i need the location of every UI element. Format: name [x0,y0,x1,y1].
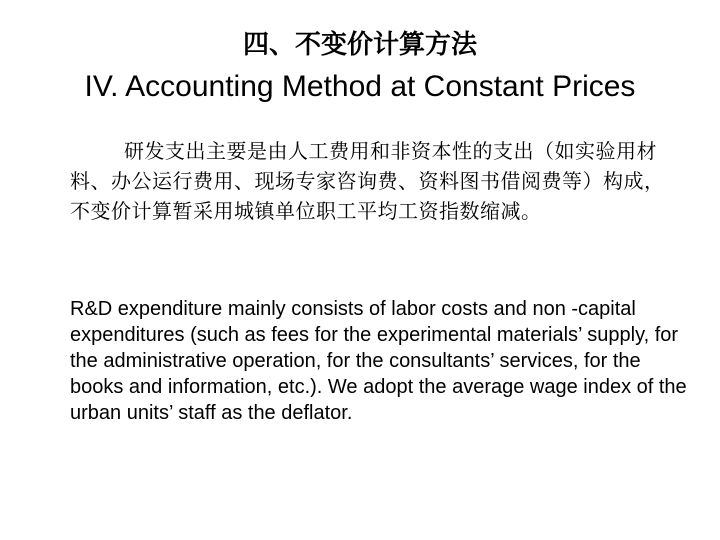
paragraph-english: R&D expenditure mainly consists of labor costs and non -capital expenditures (such as fees for the experimental materials’ supply, for the administrative operation, for the consultants’ services, for the books and information, etc.). We adopt the average wage index of the urban units’ staff as the deflator. [70,298,687,424]
title-english: IV. Accounting Method at Constant Prices [84,70,636,103]
paragraph-chinese: 研发支出主要是由人工费用和非资本性的支出（如实验用材料、办公运行费用、现场专家咨询费、资料图书借阅费等）构成，不变价计算暂采用城镇单位职工平均工资指数缩减。 [70,139,665,223]
title-chinese: 四、不变价计算方法 [242,30,477,60]
